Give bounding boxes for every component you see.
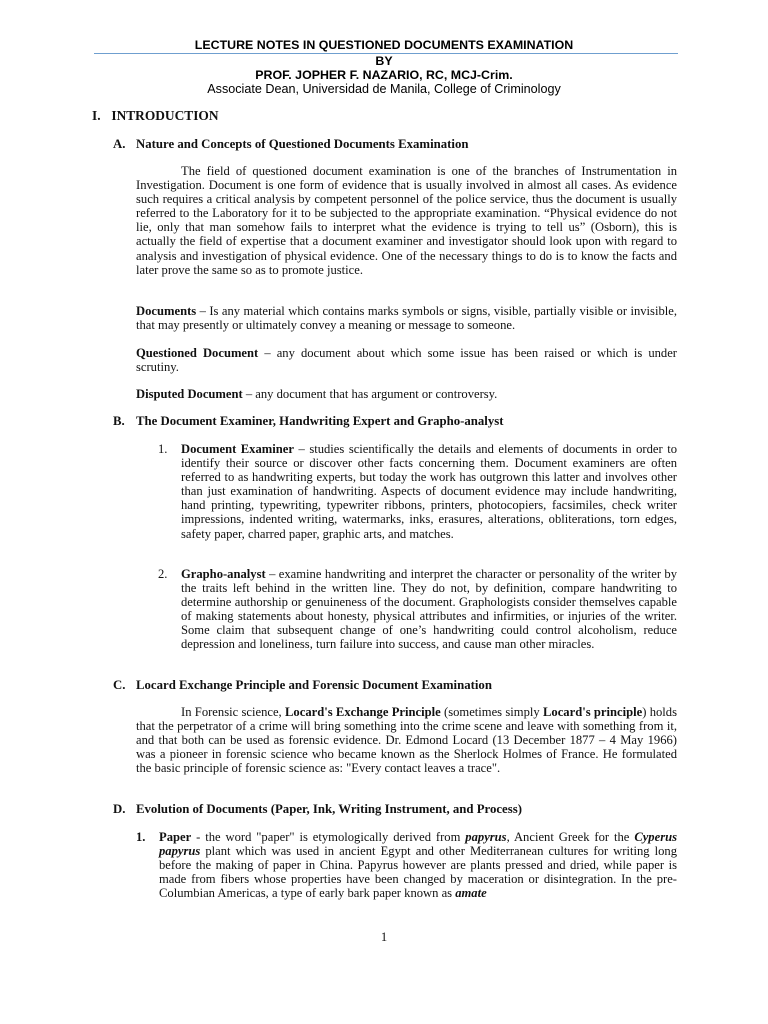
italic-term: Cyperus papyrus — [159, 830, 677, 859]
list-item-document-examiner — [158, 442, 677, 541]
text-run: (sometimes simply — [440, 705, 544, 719]
definition-separator: – — [242, 387, 256, 401]
author-name: PROF. JOPHER F. NAZARIO, RC, MCJ-Crim. — [255, 68, 513, 82]
subsection-title: Nature and Concepts of Questioned Documents Examination — [136, 137, 469, 151]
author-affiliation: Associate Dean, Universidad de Manila, College of Criminology — [207, 82, 561, 96]
item-term: Document Examiner — [181, 442, 294, 456]
item-term: Paper — [159, 830, 192, 844]
definition-text: Is any material which contains marks symbols or signs, visible, partially visible or invisible, that may presently or ultimately convey a meaning or message to someone. — [136, 304, 677, 333]
item-text: studies scientifically the details and elements of documents in order to identify their source or discover other facts concerning them. Document examiners are often referred to as handwriting experts, but today the work has outgrown this latter and involves other than just examination of handwriting. Aspects of document evidence may include handwriting, hand printing, typewriting, typewriter ribbons, printers, photocopiers, facsimiles, check writer impressions, indented writing, watermarks, inks, erasures, alterations, obliterations, torn edges, safety paper, charred paper, graphic arts, and matches. — [181, 442, 677, 541]
subsection-heading-a — [113, 137, 469, 152]
item-separator: – — [293, 442, 310, 456]
definition-separator: – — [196, 304, 210, 318]
subsection-letter: A. — [113, 137, 126, 151]
definition-separator: – — [258, 346, 277, 360]
definition-text: any document about which some issue has been raised or which is under scrutiny. — [136, 346, 678, 375]
locard-paragraph — [136, 705, 677, 775]
list-item-paper — [136, 830, 677, 900]
list-number: 1. — [158, 442, 168, 456]
list-item-body — [181, 567, 677, 652]
subsection-title: Locard Exchange Principle and Forensic Document Examination — [136, 678, 492, 692]
subsection-letter: B. — [113, 414, 125, 428]
subsection-heading-c — [113, 678, 492, 693]
list-number: 1. — [136, 830, 146, 844]
text-run: plant which was used in ancient Egypt and other Mediterranean cultures for writing long before the making of paper in China. Papyrus however are plants pressed and dried, while paper is made from fibers whose properties have been changed by maceration or disintegration. In the pre-Columbian Americas, a type of early bark paper known as — [159, 844, 677, 901]
italic-term: amate — [455, 886, 487, 901]
section-title: INTRODUCTION — [111, 108, 219, 123]
text-run: In Forensic science, — [181, 705, 286, 719]
text-run: , Ancient Greek for the — [506, 830, 635, 844]
list-number: 2. — [158, 567, 168, 581]
item-separator: – — [265, 567, 279, 581]
subsection-title: The Document Examiner, Handwriting Expert and Grapho-analyst — [136, 414, 504, 428]
subsection-heading-b — [113, 414, 503, 429]
definition-term: Disputed Document — [136, 387, 243, 401]
page-number: 1 — [380, 930, 388, 944]
definition-documents — [136, 304, 677, 332]
definition-questioned-document — [136, 346, 677, 374]
list-item-grapho-analyst — [158, 567, 677, 652]
subsection-title: Evolution of Documents (Paper, Ink, Writing Instrument, and Process) — [136, 802, 522, 816]
text-run: ) holds that the perpetrator of a crime will bring something into the crime scene and leave with something from it, and that both can be used as forensic evidence. Dr. Edmond Locard (13 December 1877 – 4 May 1966) was a pioneer in forensic science who became known as the Sherlock Holmes of France. He formulated the basic principle of forensic science as: "Every contact leaves a trace". — [136, 705, 678, 776]
definition-text: any document that has argument or controversy. — [255, 387, 498, 401]
section-number: I. — [92, 108, 101, 123]
by-line: BY — [375, 54, 393, 68]
bold-term: Locard's principle — [543, 705, 643, 719]
list-item-body — [159, 830, 677, 900]
definition-term: Questioned Document — [136, 346, 259, 360]
item-text: examine handwriting and interpret the character or personality of the writer by the traits left behind in the written line. They do not, by definition, compare handwriting to determine authorship or genuineness of the document. Graphologists consider themselves capable of making statements about honesty, physical attributes and infirmities, or injuries of the writer. Some claim that subsequent change of one’s handwriting could control alcoholism, reduce depression and loneliness, turn failure into success, and cause man other miracles. — [181, 567, 678, 652]
subsection-letter: D. — [113, 802, 126, 816]
subsection-heading-d — [113, 802, 522, 817]
definition-disputed-document — [136, 387, 677, 401]
item-term: Grapho-analyst — [181, 567, 266, 581]
text-run: - the word "paper" is etymologically derived from — [191, 830, 466, 844]
list-item-body — [181, 442, 677, 541]
definition-term: Documents — [136, 304, 197, 318]
intro-paragraph: The field of questioned document examination is one of the branches of Instrumentation in Investigation. Document is one form of evidence that is usually involved in almost all cases. As evidence such requires a critical analysis by competent personnel of the police service, thus the document is usually referred to the Laboratory for it to be subjected to the appropriate examination. “Physical evidence do not lie, only that man somehow fails to interpret what the evidence is trying to tell us” (Osborn), this is actually the field of expertise that a document examiner and investigator should look upon with regard to analysis and investigation of physical evidence. One of the necessary things to do is to know the facts and later prove the same so as to promote justice. — [136, 164, 677, 277]
italic-term: papyrus — [465, 830, 507, 844]
document-title: LECTURE NOTES IN QUESTIONED DOCUMENTS EXAMINATION — [194, 38, 574, 52]
bold-term: Locard's Exchange Principle — [285, 705, 441, 719]
section-heading-introduction — [92, 108, 219, 124]
subsection-letter: C. — [113, 678, 126, 692]
